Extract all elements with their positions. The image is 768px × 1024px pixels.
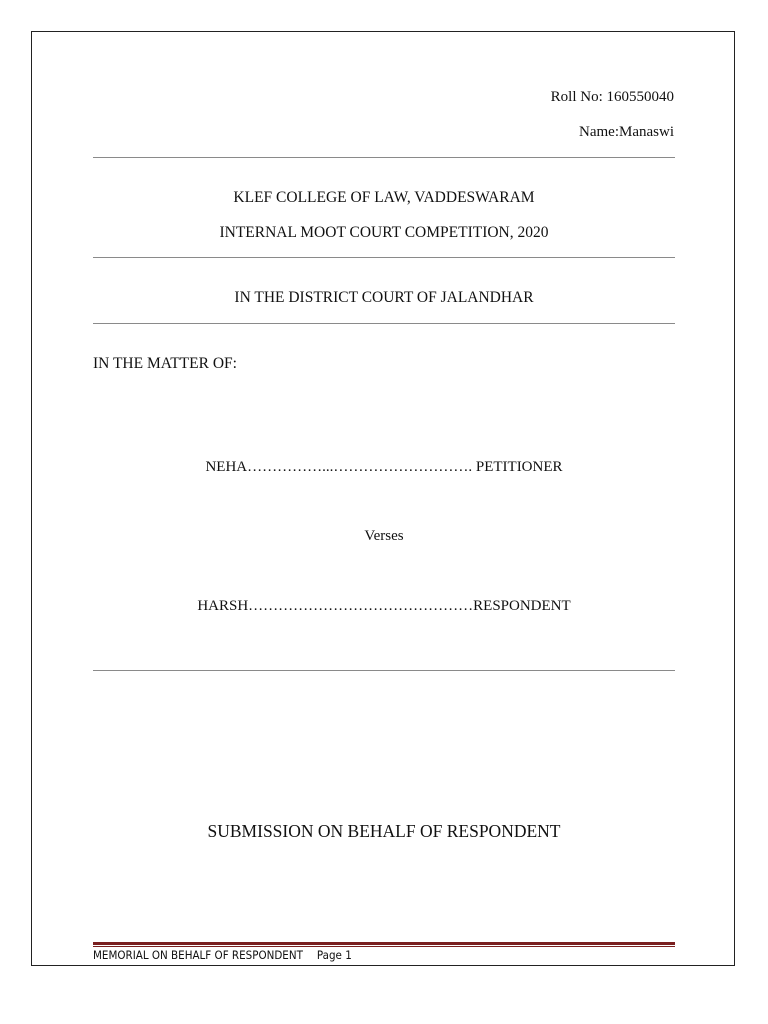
competition-title: INTERNAL MOOT COURT COMPETITION, 2020 xyxy=(219,224,549,241)
divider-1 xyxy=(93,157,675,158)
student-name: Name:Manaswi xyxy=(579,124,674,140)
versus-label: Verses xyxy=(364,528,404,544)
petitioner-line: NEHA……………...………………………. PETITIONER xyxy=(205,459,563,475)
footer-page-number: Page 1 xyxy=(316,948,352,962)
roll-number: Roll No: 160550040 xyxy=(550,89,674,105)
page-footer xyxy=(93,948,352,962)
matter-heading: IN THE MATTER OF: xyxy=(93,355,237,372)
footer-rule-thick xyxy=(93,942,675,945)
footer-rule-thin xyxy=(93,946,675,947)
divider-3 xyxy=(93,323,675,324)
divider-2 xyxy=(93,257,675,258)
court-name: IN THE DISTRICT COURT OF JALANDHAR xyxy=(234,289,534,306)
divider-4 xyxy=(93,670,675,671)
footer-memorial-label: MEMORIAL ON BEHALF OF RESPONDENT xyxy=(93,948,303,962)
submission-title: SUBMISSION ON BEHALF OF RESPONDENT xyxy=(207,821,561,841)
college-name: KLEF COLLEGE OF LAW, VADDESWARAM xyxy=(233,189,535,206)
respondent-line: HARSH………………………………………RESPONDENT xyxy=(197,598,571,614)
